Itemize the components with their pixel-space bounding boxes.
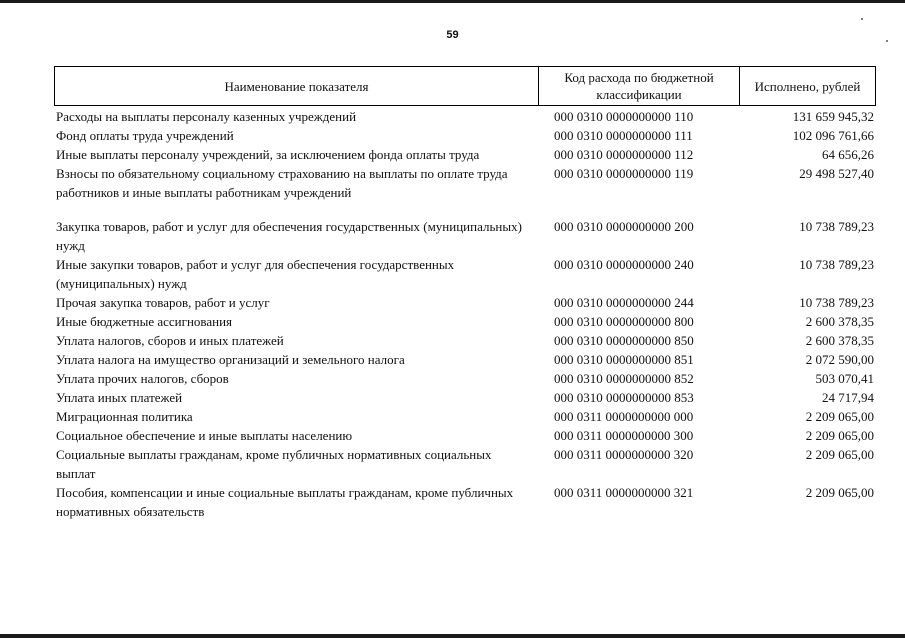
table-header bbox=[54, 66, 876, 106]
table-row bbox=[54, 369, 876, 388]
row-name: Иные выплаты персоналу учреждений, за исключением фонда оплаты труда bbox=[56, 147, 480, 162]
table-row bbox=[54, 255, 876, 293]
row-amount: 2 072 590,00 bbox=[805, 352, 874, 367]
row-amount: 10 738 789,23 bbox=[799, 295, 874, 310]
row-name: Иные бюджетные ассигнования bbox=[56, 314, 233, 329]
row-code: 000 0310 0000000000 850 bbox=[554, 333, 694, 348]
table-row bbox=[54, 312, 876, 331]
header-name: Наименование показателя bbox=[55, 67, 539, 105]
row-amount: 2 209 065,00 bbox=[805, 447, 874, 462]
page-number: 59 bbox=[446, 29, 459, 41]
table-row bbox=[54, 483, 876, 521]
row-code: 000 0311 0000000000 320 bbox=[554, 447, 694, 462]
row-name: Прочая закупка товаров, работ и услуг bbox=[56, 295, 270, 310]
row-amount: 2 600 378,35 bbox=[805, 333, 874, 348]
row-name: Фонд оплаты труда учреждений bbox=[56, 128, 234, 143]
row-code: 000 0310 0000000000 800 bbox=[554, 314, 694, 329]
scan-speck bbox=[861, 18, 863, 20]
row-code: 000 0310 0000000000 112 bbox=[554, 147, 694, 162]
row-name: Взносы по обязательному социальному страхованию на выплаты по оплате труда работников и иные выплаты работникам учреждений bbox=[56, 166, 508, 200]
row-name: Уплата прочих налогов, сборов bbox=[56, 371, 229, 386]
row-code: 000 0311 0000000000 300 bbox=[554, 428, 694, 443]
table-row bbox=[54, 217, 876, 255]
table-row bbox=[54, 350, 876, 369]
row-name: Уплата налога на имущество организаций и земельного налога bbox=[56, 352, 405, 367]
row-name: Пособия, компенсации и иные социальные выплаты гражданам, кроме публичных нормативных обязательств bbox=[56, 485, 514, 519]
row-name: Социальные выплаты гражданам, кроме публичных нормативных социальных выплат bbox=[56, 447, 492, 481]
row-name: Расходы на выплаты персоналу казенных учреждений bbox=[56, 109, 357, 124]
row-amount: 64 656,26 bbox=[822, 147, 874, 162]
row-code: 000 0310 0000000000 200 bbox=[554, 219, 694, 234]
table-row bbox=[54, 107, 876, 126]
row-amount: 2 209 065,00 bbox=[805, 485, 874, 500]
row-amount: 24 717,94 bbox=[822, 390, 874, 405]
header-amount: Исполнено, рублей bbox=[754, 78, 861, 94]
table-row bbox=[54, 388, 876, 407]
row-code: 000 0311 0000000000 321 bbox=[554, 485, 694, 500]
row-code: 000 0310 0000000000 853 bbox=[554, 390, 694, 405]
scan-edge-top bbox=[0, 0, 905, 3]
table-row bbox=[54, 293, 876, 312]
row-code: 000 0310 0000000000 852 bbox=[554, 371, 694, 386]
table-row bbox=[54, 426, 876, 445]
row-amount: 102 096 761,66 bbox=[792, 128, 874, 143]
row-name: Миграционная политика bbox=[56, 409, 193, 424]
row-amount: 2 209 065,00 bbox=[805, 428, 874, 443]
table-row bbox=[54, 126, 876, 145]
table-row bbox=[54, 164, 876, 202]
row-code: 000 0310 0000000000 240 bbox=[554, 257, 694, 272]
table-row bbox=[54, 331, 876, 350]
row-amount: 29 498 527,40 bbox=[799, 166, 874, 181]
row-name: Уплата иных платежей bbox=[56, 390, 183, 405]
row-code: 000 0310 0000000000 119 bbox=[554, 166, 694, 181]
row-name: Иные закупки товаров, работ и услуг для обеспечения государственных (муниципальных) нужд bbox=[56, 257, 455, 291]
header-code: Код расхода по бюджетной классификации bbox=[539, 67, 740, 105]
row-name: Закупка товаров, работ и услуг для обеспечения государственных (муниципальных) нужд bbox=[56, 219, 522, 253]
row-code: 000 0311 0000000000 000 bbox=[554, 409, 694, 424]
row-amount: 131 659 945,32 bbox=[792, 109, 874, 124]
row-amount: 10 738 789,23 bbox=[799, 257, 874, 272]
scan-edge-bottom bbox=[0, 634, 905, 638]
row-name: Социальное обеспечение и иные выплаты населению bbox=[56, 428, 353, 443]
row-code: 000 0310 0000000000 111 bbox=[554, 128, 693, 143]
table-row bbox=[54, 407, 876, 426]
row-amount: 10 738 789,23 bbox=[799, 219, 874, 234]
row-code: 000 0310 0000000000 851 bbox=[554, 352, 694, 367]
row-name: Уплата налогов, сборов и иных платежей bbox=[56, 333, 284, 348]
row-amount: 503 070,41 bbox=[815, 371, 874, 386]
row-code: 000 0310 0000000000 244 bbox=[554, 295, 694, 310]
row-amount: 2 600 378,35 bbox=[805, 314, 874, 329]
table-row bbox=[54, 445, 876, 483]
row-code: 000 0310 0000000000 110 bbox=[554, 109, 694, 124]
expenditure-table bbox=[54, 66, 876, 521]
table-body bbox=[54, 107, 876, 521]
table-row bbox=[54, 145, 876, 164]
row-amount: 2 209 065,00 bbox=[805, 409, 874, 424]
